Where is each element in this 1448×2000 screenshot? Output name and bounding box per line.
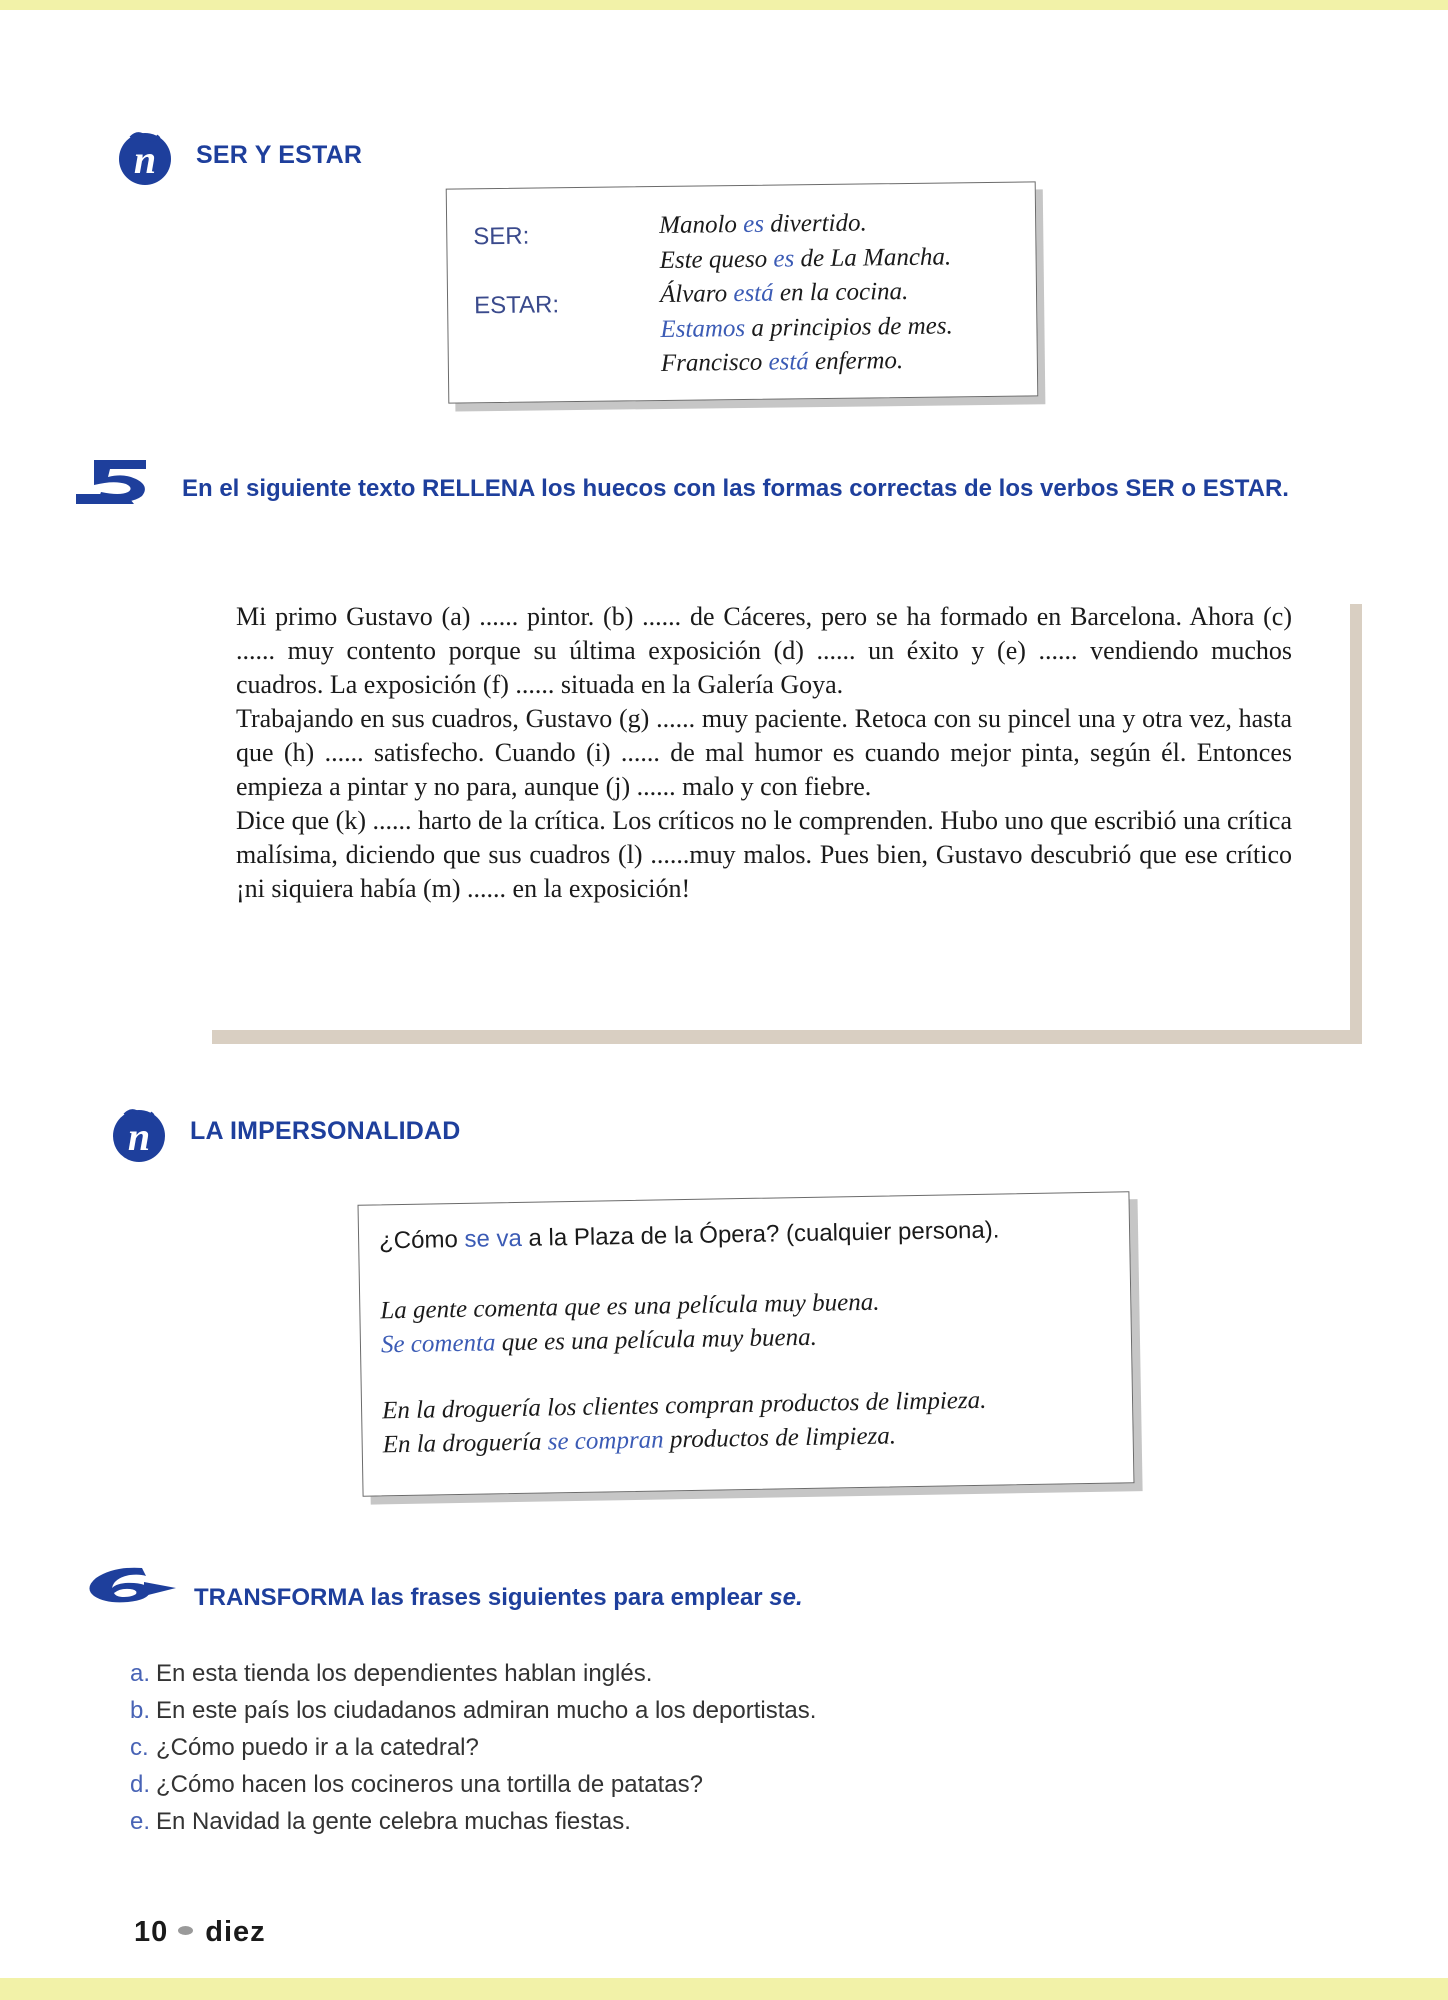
section-title-ser-estar: SER Y ESTAR (196, 141, 363, 169)
exercise-5-number-icon (76, 458, 158, 504)
example-line-1 (379, 1217, 1000, 1256)
exercise-5-text-card (200, 590, 1350, 1030)
list-text: ¿Cómo puedo ir a la catedral? (156, 1734, 479, 1761)
n-logo-icon (116, 128, 174, 186)
estar-label: ESTAR: (473, 291, 560, 320)
ser-label: SER: (473, 222, 530, 251)
list-letter: d. (130, 1771, 151, 1798)
list-item (130, 1655, 816, 1692)
highlighted-verb: Se comenta (380, 1329, 496, 1359)
example-text: Francisco (660, 348, 769, 377)
list-text: ¿Cómo hacen los cocineros una tortilla de patatas? (156, 1771, 703, 1798)
example-line-2 (380, 1289, 880, 1326)
exercise-6-instruction (194, 1584, 803, 1612)
paragraph-1: Mi primo Gustavo (a) ...... pintor. (b) ...... de Cáceres, pero se ha formado en Barcelona. Ahora (c) ...... muy contento porque su última exposición (d) ...... un éxito y (e) ...... vendiendo muchos cuadros. La exposición (f) ...... situada en la Galería Goya. (236, 602, 1292, 699)
example-sentence (659, 205, 952, 243)
exercise-6-instruction-text: TRANSFORMA las frases siguientes para emplear (194, 1584, 770, 1611)
page-number-word: diez (205, 1916, 266, 1948)
example-text: divertido. (763, 209, 867, 238)
list-item (130, 1692, 816, 1729)
list-item (130, 1803, 816, 1840)
list-letter: a. (130, 1660, 151, 1687)
page-footer (134, 1916, 266, 1949)
example-text: Álvaro (659, 280, 734, 309)
highlighted-verb: es (773, 244, 795, 273)
list-letter: b. (130, 1697, 151, 1724)
example-sentence (659, 240, 952, 278)
example-sentence (661, 343, 954, 381)
example-text: en la cocina. (773, 277, 909, 307)
exercise-6-number-icon (84, 1566, 176, 1604)
example-sentences (659, 205, 953, 381)
list-text: En esta tienda los dependientes hablan inglés. (156, 1660, 653, 1687)
list-letter: e. (130, 1808, 151, 1835)
exercise-5-text (236, 600, 1292, 906)
list-text: En este país los ciudadanos admiran mucho a los deportistas. (156, 1697, 817, 1724)
highlighted-verb: está (768, 348, 809, 376)
n-logo-icon (110, 1105, 168, 1163)
list-letter: c. (130, 1734, 149, 1761)
impersonalidad-example-box (358, 1191, 1135, 1496)
example-text: En la droguería (382, 1428, 548, 1459)
example-sentence (660, 309, 953, 347)
ser-estar-example-box (446, 181, 1039, 403)
svg-text:n: n (133, 137, 157, 182)
example-text: Este queso (659, 245, 774, 274)
bottom-color-band (0, 1978, 1448, 2000)
example-text: enfermo. (808, 347, 904, 376)
example-text: ¿Cómo (378, 1225, 465, 1255)
exercise-6-instruction-emphasis: se. (769, 1584, 803, 1611)
paragraph-2: Trabajando en sus cuadros, Gustavo (g) ...... muy paciente. Retoca con su pincel una y otra vez, hasta que (h) ...... satisfecho. Cuando (i) ...... de mal humor es cuando mejor pinta, según él. Entonces empieza a pintar y no para, aunque (j) ...... malo y con fiebre. (236, 704, 1292, 801)
list-item (130, 1766, 816, 1803)
exercise-6-list (130, 1655, 816, 1840)
example-text: La gente comenta que es una película muy buena. (380, 1288, 880, 1325)
example-line-3 (381, 1324, 817, 1360)
example-text: En la droguería los clientes compran productos de limpieza. (381, 1386, 987, 1425)
page-number: 10 (134, 1916, 169, 1948)
bullet-dot-icon (178, 1926, 193, 1935)
example-line-4 (382, 1387, 987, 1426)
paragraph-3: Dice que (k) ...... harto de la crítica. Los críticos no le comprenden. Hubo uno que escribió una crítica malísima, diciendo que sus cuadros (l) ......muy malos. Pues bien, Gustavo descubrió que ese crítico ¡ni siquiera había (m) ...... en la exposición! (236, 806, 1292, 903)
svg-text:n: n (127, 1114, 151, 1159)
highlighted-verb: Estamos (660, 314, 746, 343)
example-text: Manolo (659, 210, 744, 240)
example-text: de La Mancha. (794, 242, 952, 272)
example-text: a la Plaza de la Ópera? (cualquier persona). (521, 1216, 1000, 1252)
example-text: que es una película muy buena. (495, 1323, 818, 1357)
top-color-band (0, 0, 1448, 10)
highlighted-verb: se va (464, 1224, 523, 1253)
example-sentence (660, 274, 953, 312)
exercise-5-instruction: En el siguiente texto RELLENA los huecos con las formas correctas de los verbos SER o ESTAR. (182, 475, 1289, 502)
example-text: a principios de mes. (745, 311, 953, 342)
example-text: productos de limpieza. (663, 1422, 897, 1454)
highlighted-verb: se compran (547, 1426, 664, 1456)
example-line-5 (382, 1422, 896, 1459)
list-text: En Navidad la gente celebra muchas fiestas. (156, 1808, 631, 1835)
highlighted-verb: está (733, 279, 774, 308)
highlighted-verb: es (743, 210, 765, 238)
list-item (130, 1729, 816, 1766)
section-title-impersonalidad: LA IMPERSONALIDAD (190, 1117, 461, 1145)
